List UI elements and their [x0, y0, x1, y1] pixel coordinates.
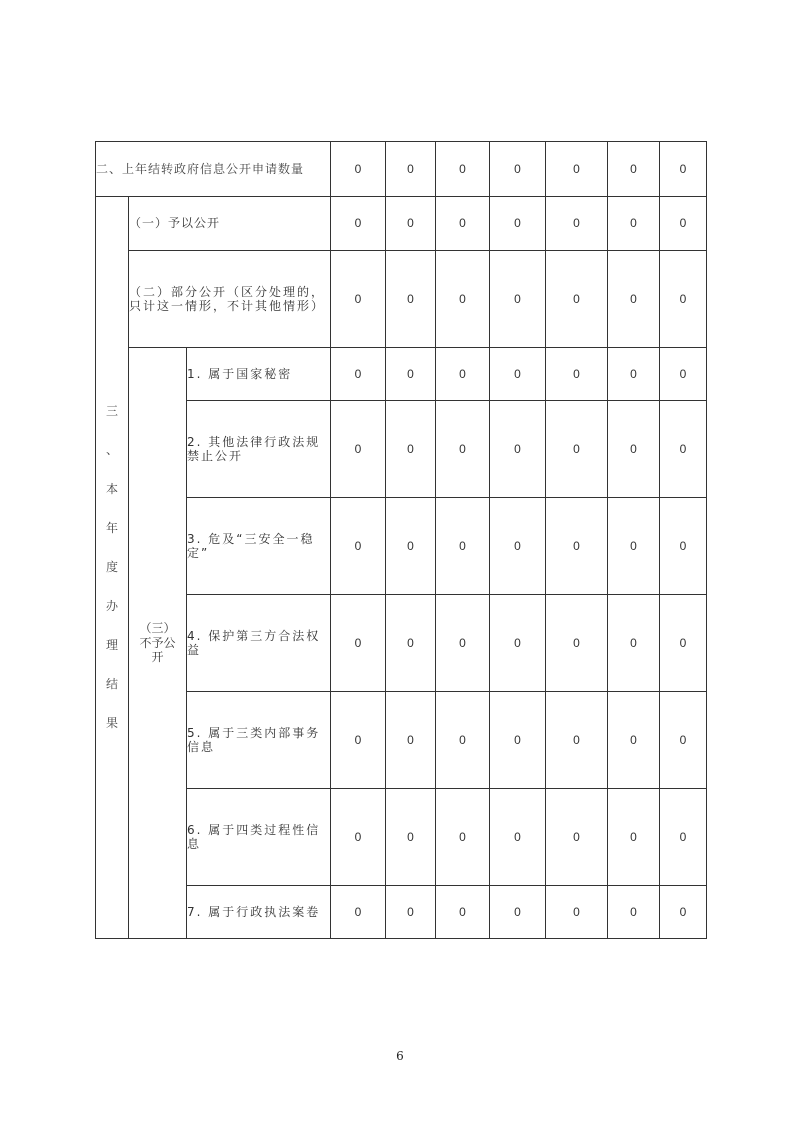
- table-cell: 0: [660, 197, 707, 251]
- section2-label: 二、上年结转政府信息公开申请数量: [96, 142, 331, 197]
- table-cell: 0: [490, 142, 546, 197]
- table-cell: 0: [436, 142, 490, 197]
- disclosure-statistics-table: [95, 141, 707, 939]
- page-number: 6: [396, 1049, 404, 1063]
- table-cell: 0: [660, 401, 707, 498]
- table-row: [96, 401, 707, 498]
- table-cell: 0: [546, 401, 608, 498]
- not-open-label: （三） 不予公 开: [129, 348, 187, 939]
- table-cell: 0: [660, 886, 707, 939]
- table-cell: 0: [490, 595, 546, 692]
- table-cell: 0: [660, 789, 707, 886]
- table-cell: 0: [386, 401, 436, 498]
- table-cell: 0: [386, 886, 436, 939]
- table-cell: 0: [608, 595, 660, 692]
- table-cell: 0: [331, 886, 386, 939]
- partial-label: （二）部分公开（区分处理的，只计这一情形，不计其他情形）: [129, 251, 331, 348]
- table-cell: 0: [436, 789, 490, 886]
- table-cell: 0: [490, 197, 546, 251]
- table-cell: 0: [436, 197, 490, 251]
- row-label: 3. 危及“三安全一稳定”: [187, 498, 331, 595]
- table-cell: 0: [546, 348, 608, 401]
- table-cell: 0: [331, 692, 386, 789]
- table-cell: 0: [386, 348, 436, 401]
- row-label: 4. 保护第三方合法权益: [187, 595, 331, 692]
- partial-row: [96, 251, 707, 348]
- row-label: 2. 其他法律行政法规禁止公开: [187, 401, 331, 498]
- table-cell: 0: [386, 692, 436, 789]
- table-cell: 0: [490, 401, 546, 498]
- table-cell: 0: [331, 142, 386, 197]
- table-cell: 0: [386, 498, 436, 595]
- table-cell: 0: [546, 692, 608, 789]
- table-row: [96, 498, 707, 595]
- table-cell: 0: [608, 401, 660, 498]
- table-row: [96, 886, 707, 939]
- table-cell: 0: [386, 142, 436, 197]
- table-cell: 0: [436, 348, 490, 401]
- table-cell: 0: [608, 348, 660, 401]
- table-cell: 0: [436, 595, 490, 692]
- table-cell: 0: [660, 251, 707, 348]
- table-cell: 0: [546, 251, 608, 348]
- table-cell: 0: [331, 348, 386, 401]
- table-cell: 0: [546, 142, 608, 197]
- table-cell: 0: [546, 789, 608, 886]
- table-cell: 0: [386, 197, 436, 251]
- disclose-row: [96, 197, 707, 251]
- table-cell: 0: [386, 251, 436, 348]
- table-cell: 0: [331, 595, 386, 692]
- table-row: [96, 789, 707, 886]
- table-cell: 0: [608, 692, 660, 789]
- table-cell: 0: [386, 789, 436, 886]
- table-cell: 0: [660, 348, 707, 401]
- table-cell: 0: [436, 401, 490, 498]
- table-cell: 0: [608, 142, 660, 197]
- table-cell: 0: [660, 142, 707, 197]
- table-cell: 0: [331, 197, 386, 251]
- table-cell: 0: [546, 197, 608, 251]
- table-cell: 0: [331, 401, 386, 498]
- section2-row: [96, 142, 707, 197]
- disclose-label: （一）予以公开: [129, 197, 331, 251]
- table-cell: 0: [608, 886, 660, 939]
- table-cell: 0: [608, 498, 660, 595]
- table-cell: 0: [490, 886, 546, 939]
- table-row: [96, 692, 707, 789]
- table-cell: 0: [331, 251, 386, 348]
- table-cell: 0: [660, 692, 707, 789]
- table-cell: 0: [546, 595, 608, 692]
- table-cell: 0: [608, 251, 660, 348]
- table-cell: 0: [436, 498, 490, 595]
- table-cell: 0: [436, 886, 490, 939]
- table-cell: 0: [331, 789, 386, 886]
- table-cell: 0: [546, 886, 608, 939]
- row-label: 5. 属于三类内部事务信息: [187, 692, 331, 789]
- table-cell: 0: [546, 498, 608, 595]
- table-cell: 0: [436, 251, 490, 348]
- table-cell: 0: [660, 498, 707, 595]
- table-cell: 0: [436, 692, 490, 789]
- table-cell: 0: [490, 789, 546, 886]
- table-cell: 0: [490, 498, 546, 595]
- table-cell: 0: [331, 498, 386, 595]
- row-label: 7. 属于行政执法案卷: [187, 886, 331, 939]
- table-cell: 0: [660, 595, 707, 692]
- table-cell: 0: [608, 197, 660, 251]
- table-cell: 0: [386, 595, 436, 692]
- table-row: [96, 348, 707, 401]
- table-row: [96, 595, 707, 692]
- row-label: 1. 属于国家秘密: [187, 348, 331, 401]
- table-cell: 0: [490, 251, 546, 348]
- row-label: 6. 属于四类过程性信息: [187, 789, 331, 886]
- section3-label: 三 、 本 年 度 办 理 结 果: [96, 197, 129, 939]
- table-cell: 0: [608, 789, 660, 886]
- table-cell: 0: [490, 348, 546, 401]
- table-cell: 0: [490, 692, 546, 789]
